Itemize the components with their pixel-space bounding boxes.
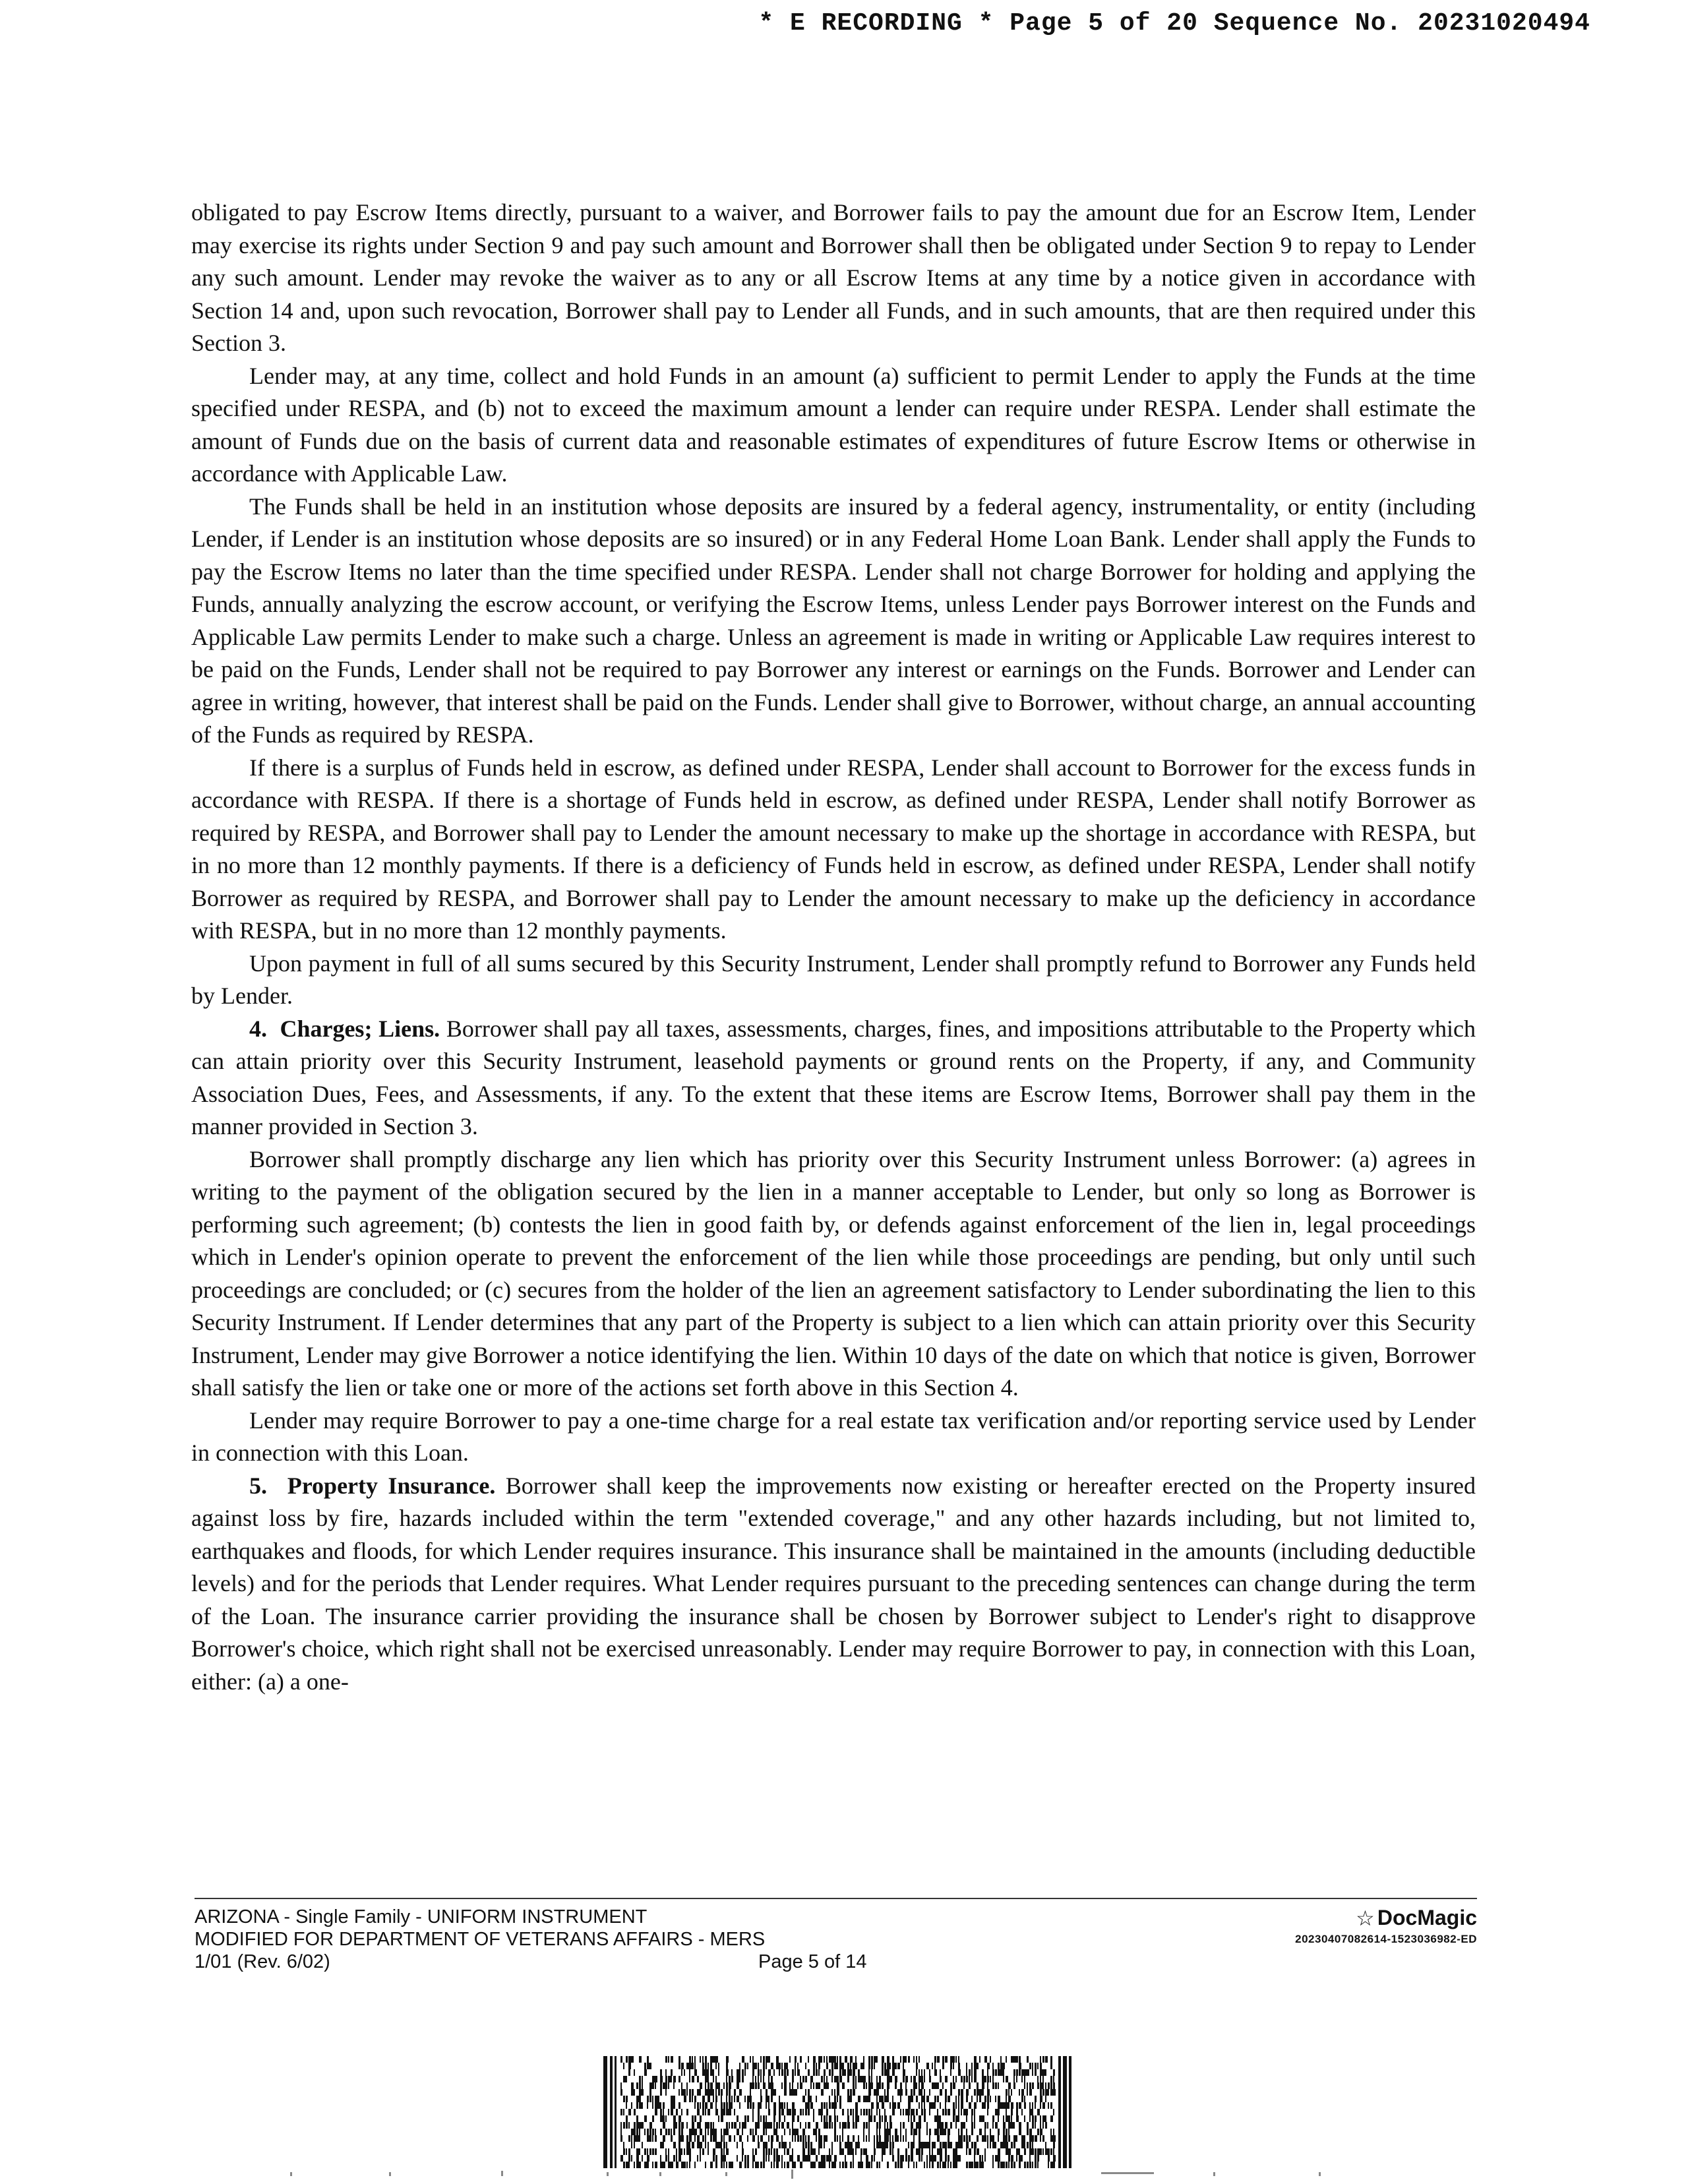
recording-stamp: * E RECORDING * Page 5 of 20 Sequence No. 20231020494	[758, 9, 1590, 38]
form-line-1: ARIZONA - Single Family - UNIFORM INSTRUMENT	[195, 1906, 648, 1927]
page-number: Page 5 of 14	[758, 1951, 867, 1972]
form-line-3: 1/01 (Rev. 6/02)	[195, 1951, 330, 1972]
section-number: 4.	[249, 1015, 267, 1042]
section-title: Charges; Liens.	[280, 1015, 440, 1042]
paragraph: The Funds shall be held in an institution whose deposits are insured by a federal agency, instrumentality, or entity (including Lender, if Lender is an institution whose deposits are so insured) or in any Federal Home Loan Bank. Lender shall apply the Funds to pay the Escrow Items no later than the time specified under RESPA. Lender shall not charge Borrower for holding and applying the Funds, annually analyzing the escrow account, or verifying the Escrow Items, unless Lender pays Borrower interest on the Funds and Applicable Law permits Lender to make such a charge. Unless an agreement is made in writing or Applicable Law requires interest to be paid on the Funds, Lender shall not be required to pay Borrower any interest or earnings on the Funds. Borrower and Lender can agree in writing, however, that interest shall be paid on the Funds. Lender shall give to Borrower, without charge, an annual accounting of the Funds as required by RESPA.	[191, 493, 1476, 748]
footer-divider	[195, 1898, 1477, 1899]
section-text: Borrower shall keep the improvements now existing or hereafter erected on the Property insured against loss by fire, hazards included within the term "extended coverage," and any other hazards including, but not limited to, earthquakes and floods, for which Lender requires insurance. This insurance shall be maintained in the amounts (including deductible levels) and for the periods that Lender requires. What Lender requires pursuant to the preceding sentences can change during the term of the Loan. The insurance carrier providing the insurance shall be chosen by Borrower subject to Lender's right to disapprove Borrower's choice, which right shall not be exercised unreasonably. Lender may require Borrower to pay, in connection with this Loan, either: (a) a one-	[191, 1472, 1476, 1695]
paragraph: Lender may require Borrower to pay a one-time charge for a real estate tax verification and/or reporting service used by Lender in connection with this Loan.	[191, 1407, 1476, 1466]
brand-logo	[1295, 1906, 1477, 1930]
section-4	[191, 1013, 1476, 1143]
barcode-image	[603, 2056, 1071, 2168]
section-5	[191, 1470, 1476, 1699]
document-id: 20230407082614-1523036982-ED	[1295, 1933, 1477, 1945]
scan-artifacts	[290, 2169, 1444, 2179]
paragraph: If there is a surplus of Funds held in escrow, as defined under RESPA, Lender shall account to Borrower for the excess funds in accordance with RESPA. If there is a shortage of Funds held in escrow, as defined under RESPA, Lender shall notify Borrower as required by RESPA, and Borrower shall pay to Lender the amount necessary to make up the shortage in accordance with RESPA, but in no more than 12 monthly payments. If there is a deficiency of Funds held in escrow, as defined under RESPA, Lender shall notify Borrower as required by RESPA, and Borrower shall pay to Lender the amount necessary to make up the deficiency in accordance with RESPA, but in no more than 12 monthly payments.	[191, 754, 1476, 944]
paragraph: Borrower shall promptly discharge any lien which has priority over this Security Instrument unless Borrower: (a) agrees in writing to the payment of the obligation secured by the lien in a manner acceptable to Lender, but only so long as Borrower is performing such agreement; (b) contests the lien in good faith by, or defends against enforcement of the lien in, legal proceedings which in Lender's opinion operate to prevent the enforcement of the lien while those proceedings are pending, but only until such proceedings are concluded; or (c) secures from the holder of the lien an agreement satisfactory to Lender subordinating the lien to this Security Instrument. If Lender determines that any part of the Property is subject to a lien which can attain priority over this Security Instrument, Lender may give Borrower a notice identifying the lien. Within 10 days of the date on which that notice is given, Borrower shall satisfy the lien or take one or more of the actions set forth above in this Section 4.	[191, 1145, 1476, 1401]
section-number: 5.	[249, 1472, 267, 1499]
document-body	[191, 197, 1476, 1698]
paragraph: Lender may, at any time, collect and hold Funds in an amount (a) sufficient to permit Lender to apply the Funds at the time specified under RESPA, and (b) not to exceed the maximum amount a lender can require under RESPA. Lender shall estimate the amount of Funds due on the basis of current data and reasonable estimates of expenditures of future Escrow Items or otherwise in accordance with Applicable Law.	[191, 362, 1476, 487]
page-footer	[195, 1898, 1477, 1970]
brand-name: DocMagic	[1377, 1906, 1477, 1929]
star-icon: ☆	[1356, 1906, 1375, 1930]
paragraph: Upon payment in full of all sums secured by this Security Instrument, Lender shall promptly refund to Borrower any Funds held by Lender.	[191, 950, 1476, 1009]
form-line-2: MODIFIED FOR DEPARTMENT OF VETERANS AFFAIRS - MERS	[195, 1929, 766, 1950]
section-title: Property Insurance.	[287, 1472, 496, 1499]
section-text: Borrower shall pay all taxes, assessments, charges, fines, and impositions attributable to the Property which can attain priority over this Security Instrument, leasehold payments or ground rents on the Property, if any, and Community Association Dues, Fees, and Assessments, if any. To the extent that these items are Escrow Items, Borrower shall pay them in the manner provided in Section 3.	[191, 1015, 1476, 1139]
paragraph: obligated to pay Escrow Items directly, pursuant to a waiver, and Borrower fails to pay the amount due for an Escrow Item, Lender may exercise its rights under Section 9 and pay such amount and Borrower shall then be obligated under Section 9 to repay to Lender any such amount. Lender may revoke the waiver as to any or all Escrow Items at any time by a notice given in accordance with Section 14 and, upon such revocation, Borrower shall pay to Lender all Funds, and in such amounts, that are then required under this Section 3.	[191, 199, 1476, 356]
vendor-mark	[1295, 1906, 1477, 1946]
form-identification	[195, 1906, 765, 1973]
